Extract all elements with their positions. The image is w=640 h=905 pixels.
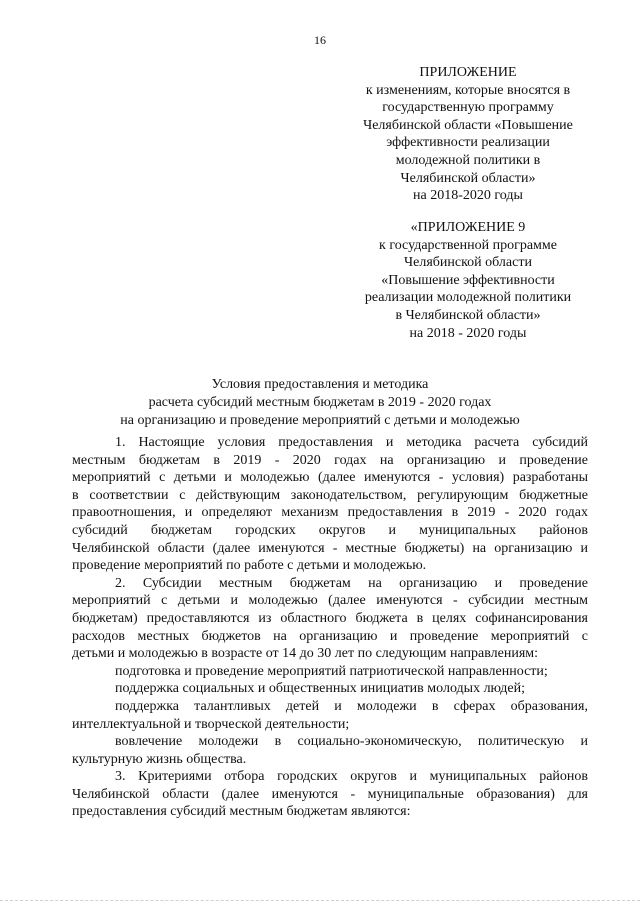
- body-line: детьми и молодежью в возрасте от 14 до 30 лет по следующим направлениям:: [72, 646, 539, 662]
- appendix9-header: [340, 219, 596, 342]
- body-line: расходов местных бюджетов на организацию и проведение мероприятий с: [72, 628, 588, 644]
- appendix-header-line: молодежной политики в: [395, 152, 541, 168]
- title-line: Условия предоставления и методика: [211, 377, 429, 392]
- body-line: 1. Настоящие условия предоставления и методика расчета субсидий: [115, 435, 588, 450]
- appendix9-header-line: на 2018 - 2020 годы: [409, 325, 527, 341]
- body-line: предоставления субсидий местным бюджетам являются:: [72, 804, 411, 820]
- body-line: Челябинской области (далее именуются - местные бюджеты) на организацию и: [72, 540, 588, 556]
- body-line: субсидий бюджетам городских округов и муниципальных районов: [72, 522, 588, 538]
- body-line: 2. Субсидии местным бюджетам на организацию и проведение: [115, 575, 588, 591]
- appendix-header-line: государственную программу: [382, 100, 554, 116]
- body-line: бюджетам) предоставляются из областного бюджета в целях софинансирования: [72, 610, 588, 626]
- appendix-header-line: эффективности реализации: [386, 135, 550, 151]
- appendix9-header-line: «ПРИЛОЖЕНИЕ 9: [410, 220, 526, 235]
- title-line: расчета субсидий местным бюджетам в 2019 - 2020 годах: [148, 395, 492, 410]
- body-line: подготовка и проведение мероприятий патриотической направленности;: [115, 663, 548, 679]
- body-line: в соответствии с действующим законодательством, регулирующим бюджетные: [72, 487, 588, 503]
- body-line: мероприятий с детьми и молодежью (далее именуются - субсидии местным: [72, 593, 588, 609]
- appendix9-header-line: реализации молодежной политики: [364, 290, 572, 306]
- page-bottom-edge: [0, 900, 640, 902]
- page-number: 16: [314, 33, 326, 47]
- body-line: Челябинской области (далее именуются - муниципальные образования) для: [72, 786, 588, 802]
- appendix9-header-line: Челябинской области: [404, 255, 532, 271]
- title-line: на организацию и проведение мероприятий с детьми и молодежью: [120, 413, 520, 428]
- appendix-header-line: Челябинской области»: [400, 170, 536, 186]
- body-line: местным бюджетам в 2019 - 2020 годах на организацию и проведение: [72, 452, 588, 468]
- appendix-header-line: к изменениям, которые вносятся в: [365, 82, 571, 98]
- body-line: 3. Критериями отбора городских округов и муниципальных районов: [115, 769, 588, 785]
- appendix-header-line: ПРИЛОЖЕНИЕ: [419, 65, 517, 80]
- appendix-header-line: на 2018-2020 годы: [413, 188, 523, 204]
- appendix9-header-line: «Повышение эффективности: [381, 272, 555, 288]
- body-line: поддержка социальных и общественных инициатив молодых людей;: [115, 681, 526, 697]
- body-line: мероприятий с детьми и молодежью (далее именуются - условия) разработаны: [72, 470, 588, 486]
- body-line: культурную жизнь общества.: [72, 751, 247, 767]
- appendix9-header-line: к государственной программе: [379, 237, 557, 253]
- document-body: [72, 434, 588, 821]
- appendix-header: [340, 64, 596, 205]
- body-line: правоотношения, и определяют механизм предоставления в 2019 - 2020 годах: [72, 505, 588, 521]
- appendix9-header-line: в Челябинской области»: [395, 307, 541, 323]
- body-line: проведение мероприятий по работе с детьми и молодежью.: [72, 558, 427, 574]
- document-title: [60, 376, 580, 430]
- body-line: поддержка талантливых детей и молодежи в сферах образования,: [115, 698, 588, 714]
- appendix-header-line: Челябинской области «Повышение: [363, 117, 573, 133]
- body-line: интеллектуальной и творческой деятельности;: [72, 716, 350, 732]
- body-line: вовлечение молодежи в социально-экономическую, политическую и: [115, 734, 588, 750]
